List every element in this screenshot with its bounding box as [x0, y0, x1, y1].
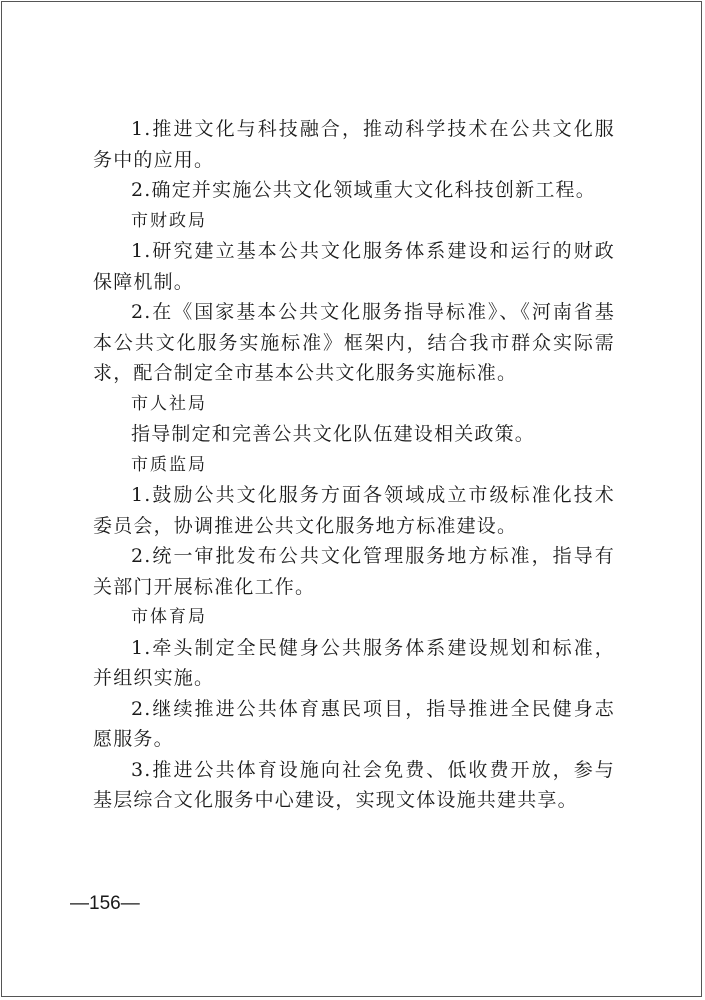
paragraph: 2.确定并实施公共文化领域重大文化科技创新工程。 — [131, 179, 596, 201]
page-number: —156— — [70, 893, 140, 914]
paragraph: 1.推进文化与科技融合，推动科学技术在公共文化服务中的应用。 — [93, 118, 615, 171]
paragraph: 指导制定和完善公共文化队伍建设相关政策。 — [131, 423, 536, 445]
paragraph: 1.鼓励公共文化服务方面各领域成立市级标准化技术委员会，协调推进公共文化服务地方标准建设。 — [93, 484, 615, 537]
paragraph: 2.继续推进公共体育惠民项目，指导推进全民健身志愿服务。 — [93, 697, 615, 750]
section-heading: 市人社局 — [131, 393, 207, 414]
section-heading: 市质监局 — [131, 454, 207, 475]
paragraph: 3.推进公共体育设施向社会免费、低收费开放，参与基层综合文化服务中心建设，实现文体设施共建共享。 — [93, 758, 615, 811]
document-body — [93, 114, 615, 816]
paragraph: 1.研究建立基本公共文化服务体系建设和运行的财政保障机制。 — [93, 240, 615, 293]
paragraph: 1.牵头制定全民健身公共服务体系建设规划和标准，并组织实施。 — [93, 636, 615, 689]
paragraph: 2.在《国家基本公共文化服务指导标准》、《河南省基本公共文化服务实施标准》框架内，结合我市群众实际需求，配合制定全市基本公共文化服务实施标准。 — [93, 301, 615, 384]
section-heading: 市财政局 — [131, 210, 207, 231]
section-heading: 市体育局 — [131, 607, 207, 627]
paragraph: 2.统一审批发布公共文化管理服务地方标准，指导有关部门开展标准化工作。 — [93, 545, 615, 598]
